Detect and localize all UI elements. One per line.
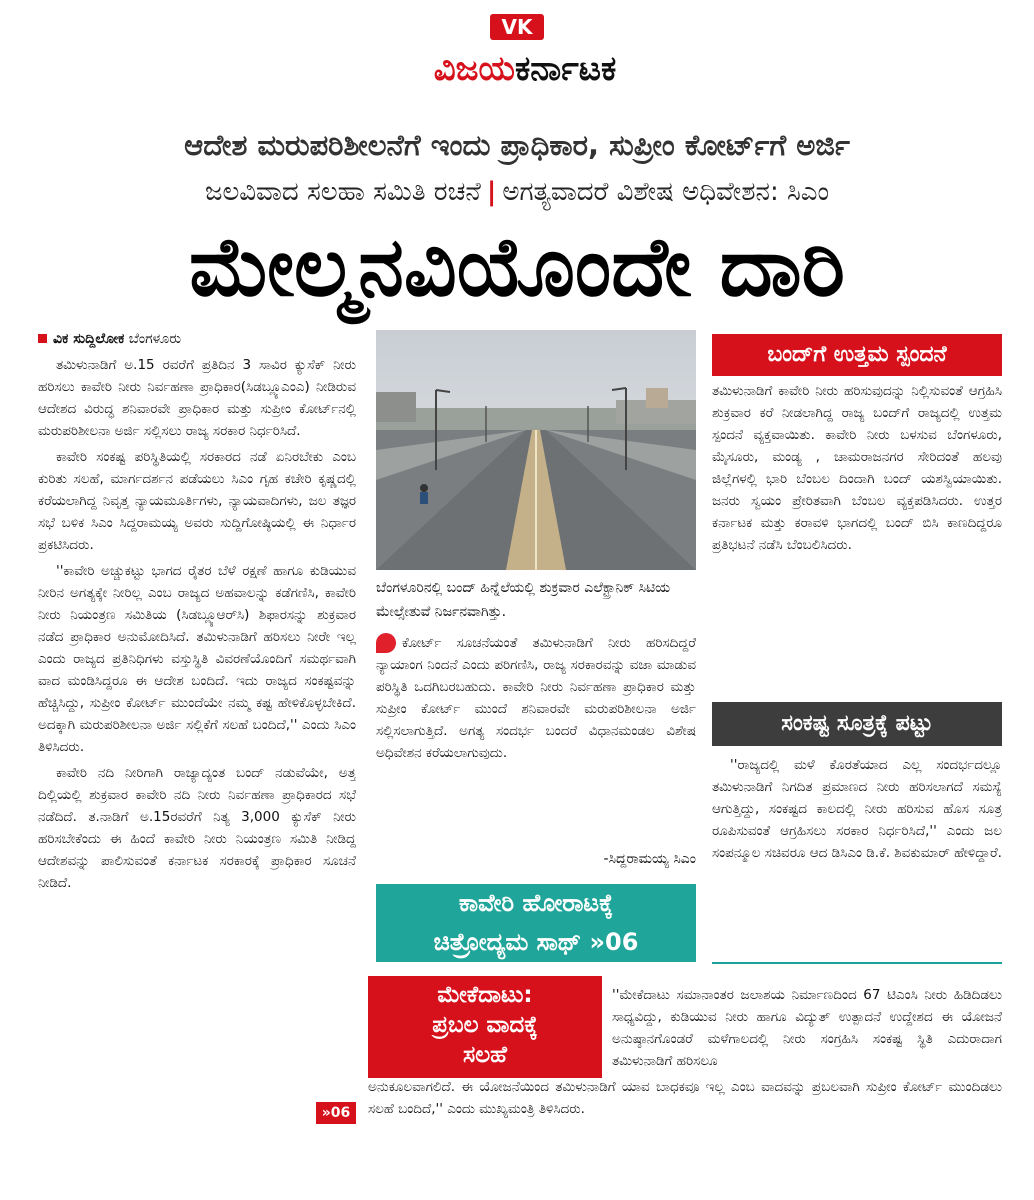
- bullet-square-icon: [38, 334, 47, 343]
- continued-jump-left[interactable]: »06: [316, 1102, 356, 1124]
- mekedatu-paragraph-2: ಅನುಕೂಲವಾಗಲಿದೆ. ಈ ಯೋಜನೆಯಿಂದ ತಮಿಳುನಾಡಿಗೆ ಯಾವ ಬಾಧಕವೂ ಇಲ್ಲ ಎಂಬ ವಾದವನ್ನು ಪ್ರಬಲವಾಗಿ ಸುಪ್ರೀಂ ಕೋರ್ಟ್ ಮುಂದಿಡಲು ಸಲಹೆ ಬಂದಿದೆ,'' ಎಂದು ಮುಖ್ಯಮಂತ್ರಿ ತಿಳಿಸಿದರು.: [368, 1079, 1002, 1117]
- byline-place: ಬೆಂಗಳೂರು: [128, 331, 182, 347]
- byline-source: ವಿಕ ಸುದ್ದಿಲೋಕ: [53, 331, 125, 347]
- byline: [38, 328, 368, 350]
- formula-section-title: ಸಂಕಷ್ಟ ಸೂತ್ರಕ್ಕೆ ಪಟ್ಟು: [712, 702, 1002, 746]
- photo-caption: ಬೆಂಗಳೂರಿನಲ್ಲಿ ಬಂದ್ ಹಿನ್ನೆಲೆಯಲ್ಲಿ ಶುಕ್ರವಾರ ಎಲೆಕ್ಟ್ರಾನಿಕ್ ಸಿಟಿಯ ಮೇಲ್ಸೇತುವೆ ನಿರ್ಜನವಾಗಿತ್ತು.: [376, 580, 671, 620]
- empty-flyover-photo: [376, 330, 696, 570]
- kicker-line-2: [20, 170, 1014, 214]
- kicker-left: ಜಲವಿವಾದ ಸಲಹಾ ಸಮಿತಿ ರಚನೆ: [204, 177, 481, 207]
- mekedatu-paragraph-1: ''ಮೇಕೆದಾಟು ಸಮಾನಾಂತರ ಜಲಾಶಯ ನಿರ್ಮಾಣದಿಂದ 67 ಟಿಎಂಸಿ ನೀರು ಹಿಡಿದಿಡಲು ಸಾಧ್ಯವಿದ್ದು, ಕುಡಿಯುವ ನೀರು ಹಾಗೂ ವಿದ್ಯುತ್ ಉತ್ಪಾದನೆ ಉದ್ದೇಶದ ಈ ಯೋಜನೆ ಅನುಷ್ಠಾನಗೊಂಡರೆ ಮಳೆಗಾಲದಲ್ಲಿ ನೀರು ಸಂಗ್ರಹಿಸಿ ಸಂಕಷ್ಟ ಸ್ಥಿತಿ ಎದುರಾದಾಗ ತಮಿಳುನಾಡಿಗೆ ಹರಿಸಲೂ: [612, 987, 1002, 1069]
- kicker-line-1: ಆದೇಶ ಮರುಪರಿಶೀಲನೆಗೆ ಇಂದು ಪ್ರಾಧಿಕಾರ, ಸುಪ್ರೀಂ ಕೋರ್ಟ್‌ಗೆ ಅರ್ಜಿ: [184, 128, 850, 162]
- left-paragraph: ಕಾವೇರಿ ನದಿ ನೀರಿಗಾಗಿ ರಾಜ್ಯಾದ್ಯಂತ ಬಂದ್ ನಡುವೆಯೇ, ಅತ್ತ ದಿಲ್ಲಿಯಲ್ಲಿ ಶುಕ್ರವಾರ ಕಾವೇರಿ ನದಿ ನೀರು ನಿರ್ವಹಣಾ ಪ್ರಾಧಿಕಾರದ ಸಭೆ ನಡೆದಿದೆ. ತ.ನಾಡಿಗೆ ಅ.15ರವರೆಗೆ ನಿತ್ಯ 3,000 ಕ್ಯುಸೆಕ್ ನೀರು ಹರಿಸಬೇಕೆಂದು ಈ ಹಿಂದೆ ಕಾವೇರಿ ನೀರು ನಿಯಂತ್ರಣ ಸಮಿತಿ ನೀಡಿದ್ದ ಆದೇಶವನ್ನು ಪಾಲಿಸುವಂತೆ ಕರ್ನಾಟಕ ಸರಕಾರಕ್ಕೆ ಪ್ರಾಧಿಕಾರ ಸೂಚನೆ ನೀಡಿದೆ.: [38, 765, 356, 891]
- bandh-section-title: ಬಂದ್‌ಗೆ ಉತ್ತಮ ಸ್ಪಂದನೆ: [712, 334, 1002, 376]
- mekedatu-title-box: [368, 976, 602, 1078]
- mekedatu-title-line-3: ಸಲಹೆ: [463, 1042, 507, 1068]
- vk-badge: VK: [490, 14, 544, 40]
- formula-body: [712, 754, 1002, 964]
- left-paragraph: ಕಾವೇರಿ ಸಂಕಷ್ಟ ಪರಿಸ್ಥಿತಿಯಲ್ಲಿ ಸರಕಾರದ ನಡೆ ಏನಿರಬೇಕು ಎಂಬ ಕುರಿತು ಸಲಹೆ, ಮಾರ್ಗದರ್ಶನ ಪಡೆಯಲು ಸಿಎಂ ಗೃಹ ಕಚೇರಿ ಕೃಷ್ಣದಲ್ಲಿ ಕರೆಯಲಾಗಿದ್ದ ನಿವೃತ್ತ ನ್ಯಾಯಮೂರ್ತಿಗಳು, ನ್ಯಾಯವಾದಿಗಳು, ಜಲ ತಜ್ಞರ ಸಭೆ ಬಳಿಕ ಸಿಎಂ ಸಿದ್ದರಾಮಯ್ಯ ಅವರು ಸುದ್ದಿಗೋಷ್ಠಿಯಲ್ಲಿ ಈ ನಿರ್ಧಾರ ಪ್ರಕಟಿಸಿದರು.: [38, 449, 356, 553]
- left-paragraph: ತಮಿಳುನಾಡಿಗೆ ಅ.15 ರವರೆಗೆ ಪ್ರತಿದಿನ 3 ಸಾವಿರ ಕ್ಯುಸೆಕ್ ನೀರು ಹರಿಸಲು ಕಾವೇರಿ ನೀರು ನಿರ್ವಹಣಾ ಪ್ರಾಧಿಕಾರ(ಸಿಡಬ್ಲ್ಯೂಎಂಎ) ನೀಡಿರುವ ಆದೇಶದ ವಿರುದ್ಧ ಶನಿವಾರವೇ ಪ್ರಾಧಿಕಾರ ಮತ್ತು ಸುಪ್ರೀಂ ಕೋರ್ಟ್‌ನಲ್ಲಿ ಮರುಪರಿಶೀಲನಾ ಅರ್ಜಿ ಸಲ್ಲಿಸಲು ರಾಜ್ಯ ಸರಕಾರ ನಿರ್ಧರಿಸಿದೆ.: [38, 357, 356, 439]
- left-paragraph: ''ಕಾವೇರಿ ಅಚ್ಚುಕಟ್ಟು ಭಾಗದ ರೈತರ ಬೆಳೆ ರಕ್ಷಣೆ ಹಾಗೂ ಕುಡಿಯುವ ನೀರಿನ ಅಗತ್ಯಕ್ಕೇ ನೀರಿಲ್ಲ ಎಂಬ ರಾಜ್ಯದ ಅಹವಾಲನ್ನು ಕಡೆಗಣಿಸಿ, ಕಾವೇರಿ ನೀರು ನಿಯಂತ್ರಣ ಸಮಿತಿಯ (ಸಿಡಬ್ಲ್ಯೂಆರ್‌ಸಿ) ಶಿಫಾರಸನ್ನು ಶುಕ್ರವಾರ ನಡೆದ ಪ್ರಾಧಿಕಾರ ಅನುಮೋದಿಸಿದೆ. ತಮಿಳುನಾಡಿಗೆ ಹರಿಸಲು ನೀರೇ ಇಲ್ಲ ಎಂದು ರಾಜ್ಯದ ಪ್ರತಿನಿಧಿಗಳು ವಸ್ತುಸ್ಥಿತಿ ವಿವರಣೆಯೊಂದಿಗೆ ಸಮರ್ಥವಾಗಿ ವಾದ ಮಂಡಿಸಿದ್ದರೂ ಈ ಆದೇಶ ಬಂದಿದೆ. ಇದು ರಾಜ್ಯದ ಸಂಕಷ್ಟವನ್ನು ಹೆಚ್ಚಿಸಿದ್ದು, ಸುಪ್ರೀಂ ಕೋರ್ಟ್ ಮುಂದೆಯೇ ನಮ್ಮ ಕಷ್ಟ ಹೇಳಿಕೊಳ್ಳಬೇಕಿದೆ. ಅದಕ್ಕಾಗಿ ಮರುಪರಿಶೀಲನಾ ಅರ್ಜಿ ಸಲ್ಲಿಕೆಗೆ ಸಲಹೆ ಬಂದಿದೆ,'' ಎಂದು ಸಿಎಂ ತಿಳಿಸಿದರು.: [38, 563, 356, 755]
- cm-quote-text: ಕೋರ್ಟ್ ಸೂಚನೆಯಂತೆ ತಮಿಳುನಾಡಿಗೆ ನೀರು ಹರಿಸದಿದ್ದರೆ ನ್ಯಾಯಾಂಗ ನಿಂದನೆ ಎಂದು ಪರಿಗಣಿಸಿ, ರಾಜ್ಯ ಸರಕಾರವನ್ನು ವಜಾ ಮಾಡುವ ಪರಿಸ್ಥಿತಿ ಒದಗಿಬರಬಹುದು. ಕಾವೇರಿ ನೀರು ನಿರ್ವಹಣಾ ಪ್ರಾಧಿಕಾರ ಮತ್ತು ಸುಪ್ರೀಂ ಕೋರ್ಟ್ ಮುಂದೆ ಶನಿವಾರವೇ ಮರುಪರಿಶೀಲನಾ ಅರ್ಜಿ ಸಲ್ಲಿಸಲಾಗುತ್ತಿದೆ. ಅಗತ್ಯ ಸಂದರ್ಭ ಬಂದರೆ ವಿಧಾನಮಂಡಲ ವಿಶೇಷ ಅಧಿವೇಶನ ಕರೆಯಲಾಗುವುದು.: [376, 635, 696, 761]
- quote-attribution: -ಸಿದ್ದರಾಮಯ್ಯ ಸಿಎಂ: [603, 851, 696, 867]
- teaser-line-2: ಚಿತ್ರೋದ್ಯಮ ಸಾಥ್ »06: [433, 928, 639, 956]
- logo-black-word: ಕರ್ನಾಟಕ: [514, 49, 617, 89]
- mekedatu-title-line-2: ಪ್ರಬಲ ವಾದಕ್ಕೆ: [432, 1012, 538, 1038]
- headline: ಮೇಲ್ಮನವಿಯೊಂದೇ ದಾರಿ: [189, 219, 845, 315]
- logo-red-word: ವಿಜಯ: [433, 49, 515, 89]
- kicker-separator: |: [486, 177, 497, 207]
- bandh-body: [712, 380, 1002, 692]
- mekedatu-title-line-1: ಮೇಕೆದಾಟು:: [437, 982, 533, 1008]
- flyover-photo-illustration: [376, 330, 696, 570]
- cm-quote-block: [376, 632, 696, 872]
- bandh-paragraph: ತಮಿಳುನಾಡಿಗೆ ಕಾವೇರಿ ನೀರು ಹರಿಸುವುದನ್ನು ನಿಲ್ಲಿಸುವಂತೆ ಆಗ್ರಹಿಸಿ ಶುಕ್ರವಾರ ಕರೆ ನೀಡಲಾಗಿದ್ದ ರಾಜ್ಯ ಬಂದ್‌ಗೆ ರಾಜ್ಯದಲ್ಲಿ ಉತ್ತಮ ಸ್ಪಂದನೆ ವ್ಯಕ್ತವಾಯಿತು. ಕಾವೇರಿ ನೀರು ಬಳಸುವ ಬೆಂಗಳೂರು, ಮೈಸೂರು, ಮಂಡ್ಯ , ಚಾಮರಾಜನಗರ ಸೇರಿದಂತೆ ಹಲವು ಜಿಲ್ಲೆಗಳಲ್ಲಿ ಭಾರಿ ಬೆಂಬಲ ದಿಂದಾಗಿ ಬಂದ್ ಯಶಸ್ವಿಯಾಯಿತು. ಜನರು ಸ್ವಯಂ ಪ್ರೇರಿತವಾಗಿ ಬೆಂಬಲ ವ್ಯಕ್ತಪಡಿಸಿದರು. ಉತ್ತರ ಕರ್ನಾಟಕ ಮತ್ತು ಕರಾವಳಿ ಭಾಗದಲ್ಲಿ ಬಂದ್ ಬಿಸಿ ಕಾಣದಿದ್ದರೂ ಪ್ರತಿಭಟನೆ ನಡೆಸಿ ಬೆಂಬಲಿಸಿದರು.: [712, 383, 1002, 553]
- quote-marker-icon: [376, 633, 396, 653]
- teaser-line-1: ಕಾವೇರಿ ಹೋರಾಟಕ್ಕೆ: [458, 889, 614, 917]
- formula-paragraph: ''ರಾಜ್ಯದಲ್ಲಿ ಮಳೆ ಕೊರತೆಯಾದ ಎಲ್ಲ ಸಂದರ್ಭದಲ್ಲೂ ತಮಿಳುನಾಡಿಗೆ ನಿಗದಿತ ಪ್ರಮಾಣದ ನೀರು ಹರಿಸಲಾಗದೆ ಸಮಸ್ಯೆ ಆಗುತ್ತಿದ್ದು, ಸಂಕಷ್ಟದ ಕಾಲದಲ್ಲಿ ನೀರು ಹರಿಸುವ ಹೊಸ ಸೂತ್ರ ರೂಪಿಸುವಂತೆ ಆಗ್ರಹಿಸಲು ಸರಕಾರ ನಿರ್ಧರಿಸಿದೆ,'' ಎಂದು ಜಲ ಸಂಪನ್ಮೂಲ ಸಚಿವರೂ ಆದ ಡಿಸಿಎಂ ಡಿ.ಕೆ. ಶಿವಕುಮಾರ್ ಹೇಳಿದ್ದಾರೆ.: [712, 757, 1002, 861]
- mekedatu-body-top: [612, 984, 1002, 1070]
- cinema-support-teaser[interactable]: [376, 884, 696, 962]
- newspaper-logo: [380, 44, 670, 94]
- section-divider: [712, 962, 1002, 964]
- mekedatu-body-bottom: [368, 1076, 1002, 1136]
- left-column: [38, 354, 356, 1124]
- kicker-right: ಅಗತ್ಯವಾದರೆ ವಿಶೇಷ ಅಧಿವೇಶನ: ಸಿಎಂ: [502, 177, 830, 207]
